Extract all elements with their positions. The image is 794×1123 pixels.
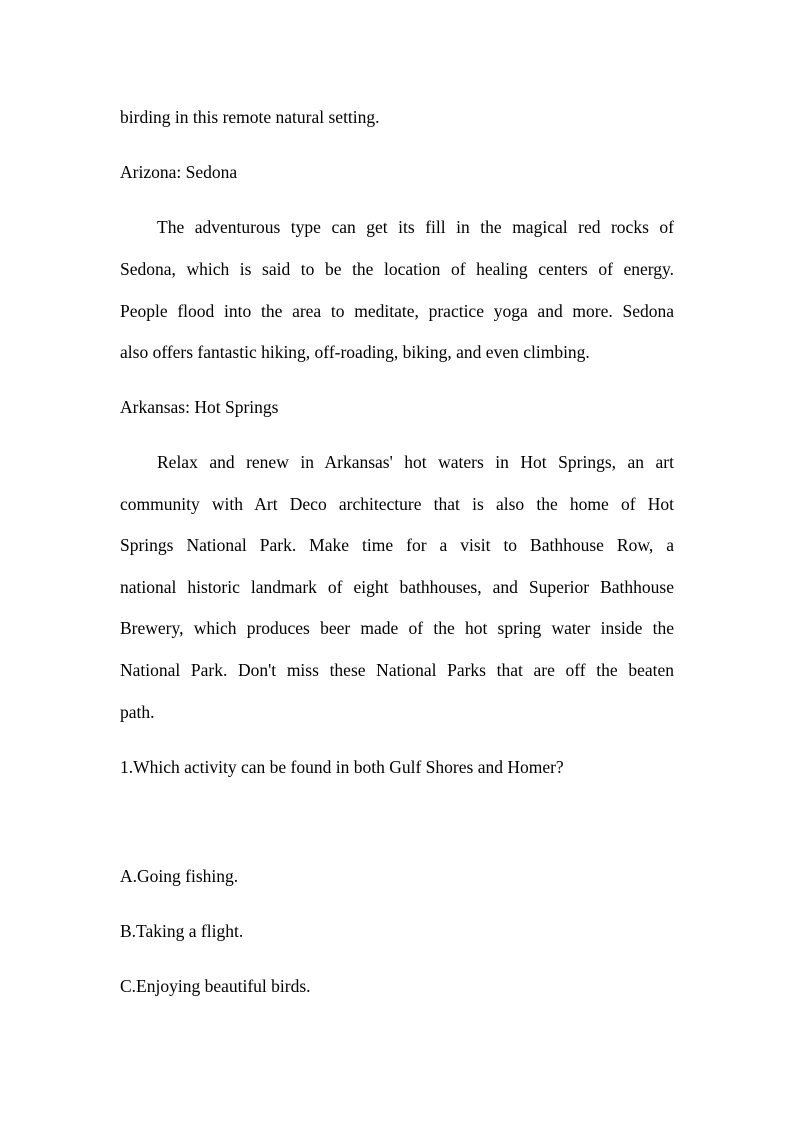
paragraph-line: National Park. Don't miss these National Parks that are off the beaten — [120, 660, 674, 680]
paragraph-line: national historic landmark of eight bathhouses, and Superior Bathhouse — [120, 577, 674, 597]
paragraph-line: Springs National Park. Make time for a visit to Bathhouse Row, a — [120, 535, 674, 555]
answer-option-a: A.Going fishing. — [120, 866, 239, 886]
answer-option-b: B.Taking a flight. — [120, 921, 244, 941]
paragraph-line: Sedona, which is said to be the location of healing centers of energy. — [120, 259, 674, 279]
continuation-text: birding in this remote natural setting. — [120, 107, 380, 127]
paragraph-line: Relax and renew in Arkansas' hot waters in Hot Springs, an art — [157, 452, 674, 472]
section-heading-sedona: Arizona: Sedona — [120, 162, 238, 182]
paragraph-line: community with Art Deco architecture that is also the home of Hot — [120, 494, 674, 514]
paragraph-line: The adventurous type can get its fill in the magical red rocks of — [157, 217, 674, 237]
paragraph-line: Brewery, which produces beer made of the hot spring water inside the — [120, 618, 674, 638]
section-heading-hot-springs: Arkansas: Hot Springs — [120, 397, 279, 417]
paragraph-line: also offers fantastic hiking, off-roading, biking, and even climbing. — [120, 342, 590, 362]
paragraph-line: path. — [120, 702, 155, 722]
paragraph-line: People flood into the area to meditate, practice yoga and more. Sedona — [120, 301, 674, 321]
answer-option-c: C.Enjoying beautiful birds. — [120, 976, 311, 996]
question-text: 1.Which activity can be found in both Gulf Shores and Homer? — [120, 757, 564, 777]
